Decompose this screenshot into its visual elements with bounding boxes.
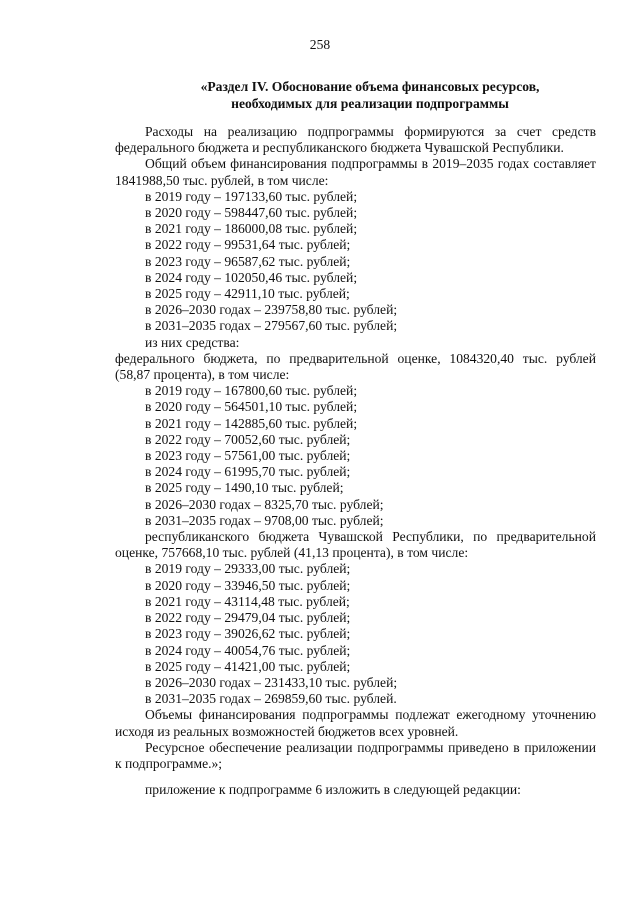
list-item: в 2024 году – 61995,70 тыс. рублей; (145, 464, 351, 480)
list-item: в 2031–2035 годах – 9708,00 тыс. рублей; (145, 512, 384, 528)
list-item: в 2026–2030 годах – 239758,80 тыс. рублей; (145, 302, 398, 318)
intro-paragraph: Расходы на реализацию подпрограммы формируются за счет средств федерального бюджета и республиканского бюджета Чувашской Республики. (115, 124, 596, 156)
list-item: в 2023 году – 96587,62 тыс. рублей; (145, 253, 351, 269)
list-item: в 2023 году – 57561,00 тыс. рублей; (145, 448, 351, 464)
amendment-instruction: приложение к подпрограмме 6 изложить в следующей редакции: (145, 782, 521, 797)
page-number: 258 (309, 37, 331, 52)
adjustment-paragraph: Объемы финансирования подпрограммы подлежат ежегодному уточнению исходя из реальных возможностей бюджетов всех уровней. (115, 707, 596, 739)
section-heading-line-2: необходимых для реализации подпрограммы (231, 96, 509, 111)
total-funding-paragraph: Общий объем финансирования подпрограммы в 2019–2035 годах составляет 1841988,50 тыс. рублей, в том числе: (115, 156, 596, 188)
list-item: в 2020 году – 598447,60 тыс. рублей; (145, 205, 358, 221)
list-item: в 2025 году – 42911,10 тыс. рублей; (145, 286, 350, 302)
list-item: в 2022 году – 70052,60 тыс. рублей; (145, 431, 351, 447)
document-body (115, 124, 596, 772)
list-item: в 2031–2035 годах – 279567,60 тыс. рублей; (145, 318, 398, 334)
federal-funding-paragraph: федерального бюджета, по предварительной оценке, 1084320,40 тыс. рублей (58,87 процента), в том числе: (115, 350, 596, 383)
list-item: в 2025 году – 1490,10 тыс. рублей; (145, 480, 344, 496)
list-item: в 2026–2030 годах – 231433,10 тыс. рублей; (145, 674, 398, 690)
section-heading (140, 78, 600, 112)
section-heading-line-1: «Раздел IV. Обоснование объема финансовых ресурсов, (200, 79, 540, 94)
list-item: в 2023 году – 39026,62 тыс. рублей; (145, 626, 351, 642)
list-item: в 2031–2035 годах – 269859,60 тыс. рублей. (145, 691, 397, 707)
list-item: в 2020 году – 564501,10 тыс. рублей; (145, 399, 358, 415)
list-item: в 2026–2030 годах – 8325,70 тыс. рублей; (145, 496, 384, 512)
list-item: в 2022 году – 99531,64 тыс. рублей; (145, 237, 351, 253)
republican-funding-paragraph: республиканского бюджета Чувашской Республики, по предварительной оценке, 757668,10 тыс. рублей (41,13 процента), в том числе: (115, 529, 596, 561)
list-item: в 2024 году – 40054,76 тыс. рублей; (145, 642, 351, 658)
list-item: в 2019 году – 197133,60 тыс. рублей; (145, 188, 358, 204)
list-item: в 2025 году – 41421,00 тыс. рублей; (145, 658, 351, 674)
list-item: в 2021 году – 142885,60 тыс. рублей; (145, 415, 358, 431)
list-item: в 2024 году – 102050,46 тыс. рублей; (145, 269, 358, 285)
of-which-label: из них средства: (145, 334, 240, 350)
list-item: в 2019 году – 167800,60 тыс. рублей; (145, 383, 358, 399)
list-item: в 2020 году – 33946,50 тыс. рублей; (145, 577, 351, 593)
list-item: в 2019 году – 29333,00 тыс. рублей; (145, 561, 351, 577)
list-item: в 2021 году – 43114,48 тыс. рублей; (145, 593, 350, 609)
resource-paragraph: Ресурсное обеспечение реализации подпрограммы приведено в приложении к подпрограмме.»; (115, 739, 596, 771)
list-item: в 2021 году – 186000,08 тыс. рублей; (145, 221, 358, 237)
list-item: в 2022 году – 29479,04 тыс. рублей; (145, 610, 351, 626)
